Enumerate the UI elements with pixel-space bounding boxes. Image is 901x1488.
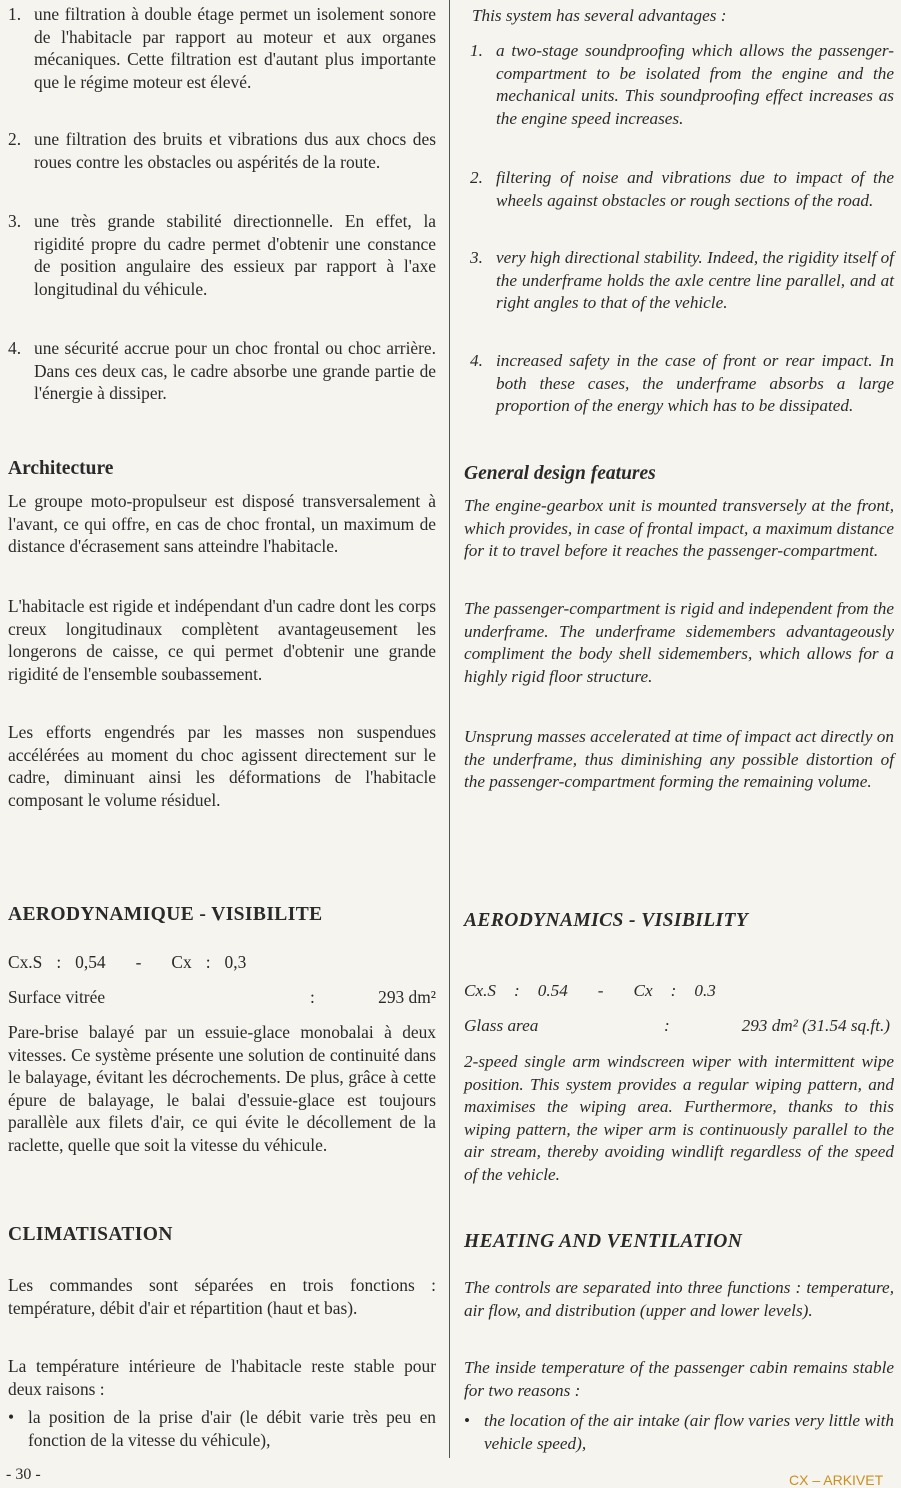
colon: : xyxy=(513,981,520,1000)
glass-label: Glass area xyxy=(464,1016,539,1035)
cxs-label: Cx.S xyxy=(464,981,496,1000)
glass-value: 293 dm² xyxy=(378,987,436,1007)
fr-glass-line xyxy=(8,986,436,1010)
fr-clim-paragraph-1: Les commandes sont séparées en trois fonctions : température, débit d'air et répartition (haut et bas). xyxy=(8,1275,436,1318)
column-divider xyxy=(449,0,450,1458)
climatisation-heading: CLIMATISATION xyxy=(8,1224,173,1245)
en-item-text: very high directional stability. Indeed, the rigidity itself of the underframe holds the axle centre line parallel, and at right angles to that of the vehicle. xyxy=(496,248,894,313)
fr-item-4 xyxy=(8,337,436,405)
en-item-text: a two-stage soundproofing which allows the passenger-compartment to be isolated from the engine and the mechanical units. This soundproofing effect increases as the engine speed increases. xyxy=(496,41,894,128)
en-item-1 xyxy=(470,40,894,130)
design-heading: General design features xyxy=(464,463,656,484)
cx-label: Cx xyxy=(171,952,192,972)
en-bullet-item xyxy=(464,1410,894,1455)
item-number: 3. xyxy=(470,248,483,267)
cx-value: 0.3 xyxy=(694,981,716,1000)
aero-heading-en: AERODYNAMICS - VISIBILITY xyxy=(464,910,749,931)
item-number: 4. xyxy=(8,338,22,358)
glass-value: 293 dm² (31.54 sq.ft.) xyxy=(741,1016,890,1035)
page-number: - 30 - xyxy=(6,1466,41,1483)
cxs-value: 0.54 xyxy=(537,981,568,1000)
en-design-paragraph-2: The passenger-compartment is rigid and independent from the underframe. The underframe sidemembers advantageously compliment the body shell sidemembers, which allows for a highly rigid floor structure. xyxy=(464,599,894,686)
fr-bullet-item xyxy=(8,1406,436,1451)
en-item-4 xyxy=(470,350,894,418)
fr-item-text: une filtration à double étage permet un isolement sonore de l'habitacle par rapport au moteur et aux organes mécaniques. Cette filtration est d'autant plus importante que le régime moteur est élevé. xyxy=(34,4,436,92)
fr-arch-paragraph-1: Le groupe moto-propulseur est disposé transversalement à l'avant, ce qui offre, en cas de choc frontal, un maximum de distance d'écrasement sans atteindre l'habitacle. xyxy=(8,491,436,557)
colon: : xyxy=(670,981,677,1000)
item-number: 1. xyxy=(470,41,483,60)
en-wiper-paragraph: 2-speed single arm windscreen wiper with intermittent wipe position. This system provides a regular wiping pattern, and maximises the wiping area. Furthermore, thanks to this wiping pattern, the wiper arm is continuously parallel to the air stream, thereby avoiding windlift regardless of the speed of the vehicle. xyxy=(464,1052,894,1184)
cxs-value: 0,54 xyxy=(75,952,106,972)
fr-item-text: une très grande stabilité directionnelle. En effet, la rigidité propre du cadre permet d'obtenir une constance de position angulaire des essieux par rapport à l'axe longitudinal du véhicule. xyxy=(34,211,436,299)
fr-item-3 xyxy=(8,210,436,300)
fr-arch-paragraph-2: L'habitacle est rigide et indépendant d'un cadre dont les corps creux longitudinaux complètent avantageusement les longerons de caisse, ce qui permet d'obtenir une grande rigidité de l'ensemble soubassement. xyxy=(8,596,436,684)
architecture-heading: Architecture xyxy=(8,458,114,479)
fr-bullet-text: la position de la prise d'air (le débit varie très peu en fonction de la vitesse du véhicule), xyxy=(28,1407,436,1450)
cxs-label: Cx.S xyxy=(8,952,43,972)
cx-label: Cx xyxy=(633,981,653,1000)
colon: : xyxy=(56,952,62,972)
fr-item-text: une sécurité accrue pour un choc frontal ou choc arrière. Dans ces deux cas, le cadre absorbe une grande partie de l'énergie à dissiper. xyxy=(34,338,436,404)
colon: : xyxy=(310,987,315,1007)
en-glass-line xyxy=(464,1015,894,1039)
en-heat-paragraph-1: The controls are separated into three functions : temperature, air flow, and distribution (upper and lower levels). xyxy=(464,1278,894,1320)
fr-item-2 xyxy=(8,128,436,173)
item-number: 2. xyxy=(470,168,483,187)
heating-heading: HEATING AND VENTILATION xyxy=(464,1231,743,1252)
en-item-2 xyxy=(470,167,894,212)
bullet-icon: • xyxy=(8,1407,15,1427)
fr-clim-paragraph-2: La température intérieure de l'habitacle reste stable pour deux raisons : xyxy=(8,1356,436,1399)
item-number: 2. xyxy=(8,129,22,149)
item-number: 1. xyxy=(8,4,22,24)
en-intro: This system has several advantages : xyxy=(472,6,727,25)
fr-wiper-paragraph: Pare-brise balayé par un essuie-glace monobalai à deux vitesses. Ce système présente une solution de continuité dans le balayage, évitant les décrochements. De plus, grâce à cette épure de balayage, le balai d'essuie-glace est toujours parallèle aux filets d'air, ce qui évite le décollement de la raclette, quelle que soit la vitesse du véhicule. xyxy=(8,1022,436,1155)
fr-cx-line xyxy=(8,951,436,974)
fr-item-1 xyxy=(8,3,436,93)
en-design-paragraph-3: Unsprung masses accelerated at time of impact act directly on the underframe, thus diminishing any possible distortion of the passenger-compartment forming the remaining volume. xyxy=(464,727,894,792)
item-number: 3. xyxy=(8,211,22,231)
colon: : xyxy=(664,1016,670,1035)
en-item-text: filtering of noise and vibrations due to impact of the wheels against obstacles or rough sections of the road. xyxy=(496,168,894,210)
en-bullet-text: the location of the air intake (air flow varies very little with vehicle speed), xyxy=(484,1411,894,1453)
en-cx-line xyxy=(464,980,894,1003)
fr-arch-paragraph-3: Les efforts engendrés par les masses non suspendues accélérées au moment du choc agissent directement sur le cadre, diminuant ainsi les déformations de l'habitacle composant le volume résiduel. xyxy=(8,722,436,810)
en-item-3 xyxy=(470,247,894,315)
bullet-icon: • xyxy=(464,1411,471,1430)
en-design-paragraph-1: The engine-gearbox unit is mounted transversely at the front, which provides, in case of frontal impact, a maximum distance for it to travel before it reaches the passenger-compartment. xyxy=(464,496,894,561)
colon: : xyxy=(205,952,211,972)
archive-watermark: CX – ARKIVET xyxy=(789,1472,884,1488)
cx-value: 0,3 xyxy=(224,952,247,972)
dash: - xyxy=(597,981,604,1000)
aero-heading-fr: AERODYNAMIQUE - VISIBILITE xyxy=(8,904,323,925)
glass-label: Surface vitrée xyxy=(8,987,106,1007)
en-item-text: increased safety in the case of front or rear impact. In both these cases, the underframe absorbs a large proportion of the energy which has to be dissipated. xyxy=(496,351,894,416)
en-heat-paragraph-2: The inside temperature of the passenger cabin remains stable for two reasons : xyxy=(464,1358,894,1400)
dash: - xyxy=(135,952,142,972)
fr-item-text: une filtration des bruits et vibrations dus aux chocs des roues contre les obstacles ou aspérités de la route. xyxy=(34,129,436,172)
item-number: 4. xyxy=(470,351,483,370)
